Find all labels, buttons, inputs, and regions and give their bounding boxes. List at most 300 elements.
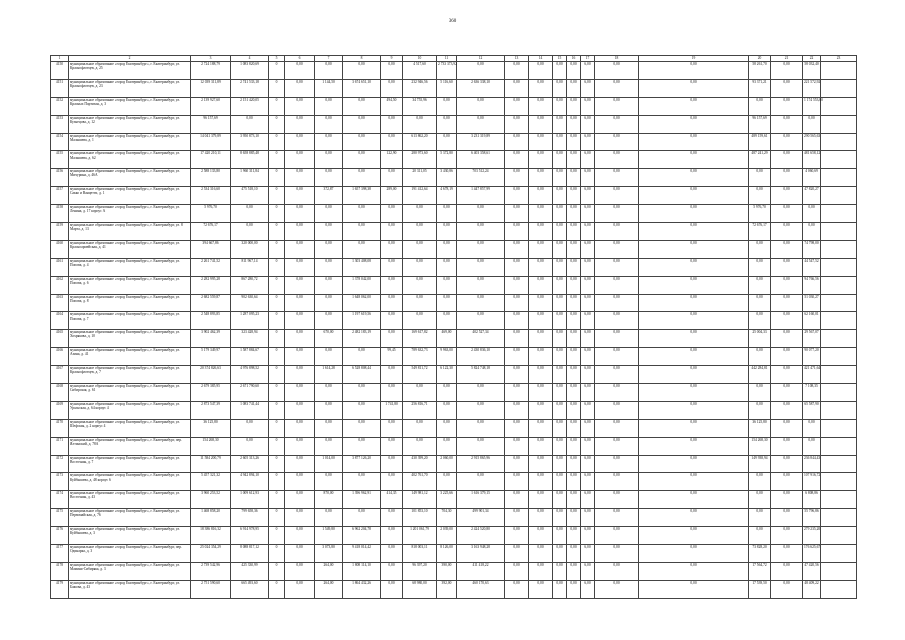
value-cell: 0,00	[595, 527, 639, 545]
value-cell: 44 547,52	[803, 258, 821, 276]
value-cell: 0,00	[381, 240, 403, 258]
value-cell: 6,00	[581, 79, 595, 97]
value-cell: 481 658,12	[803, 151, 821, 169]
value-cell: 1 960 311,84	[231, 169, 269, 187]
address-cell: муниципальное образование «город Екатеринбург», г. Екатеринбург, ул. Восточная, д. 7	[69, 455, 191, 473]
value-cell: 0,00	[403, 276, 437, 294]
value-cell: 2 636 338,10	[457, 79, 505, 97]
value-cell: 6,00	[581, 527, 595, 545]
table-row	[51, 491, 857, 509]
value-cell: 0,00	[771, 455, 803, 473]
value-cell: 0,00	[231, 223, 269, 241]
value-cell: 6,00	[581, 437, 595, 455]
empty-cell	[821, 223, 857, 241]
value-cell: 0,00	[381, 79, 403, 97]
value-cell: 0,00	[403, 384, 437, 402]
value-cell: 0,00	[553, 509, 567, 527]
value-cell: 0,00	[803, 205, 821, 223]
empty-cell	[821, 312, 857, 330]
value-cell: 6,00	[581, 133, 595, 151]
value-cell: 0,00	[231, 205, 269, 223]
value-cell: 221 572,92	[803, 79, 821, 97]
value-cell: 430 399,20	[403, 455, 437, 473]
value-cell: 0,00	[803, 115, 821, 133]
value-cell: 5 116,60	[437, 79, 457, 97]
value-cell: 3 225,66	[437, 491, 457, 509]
value-cell: 0,00	[437, 473, 457, 491]
table-row	[51, 437, 857, 455]
value-cell: 20 311,05	[403, 169, 437, 187]
value-cell: 0,00	[529, 62, 553, 80]
table-row	[51, 473, 857, 491]
value-cell: 0,00	[285, 258, 315, 276]
header-cell: 12	[457, 56, 505, 62]
table-row	[51, 62, 857, 80]
value-cell: 372,87	[315, 187, 343, 205]
value-cell: 8 088 817,12	[231, 545, 269, 563]
value-cell: 0,00	[343, 419, 381, 437]
value-cell: 0,00	[567, 294, 581, 312]
value-cell: 6,00	[581, 384, 595, 402]
table-row	[51, 276, 857, 294]
value-cell: 17 420 210,11	[191, 151, 231, 169]
value-cell: 0,00	[529, 419, 553, 437]
value-cell: 3 231 319,89	[457, 133, 505, 151]
value-cell: 0,00	[553, 294, 567, 312]
value-cell: 0,00	[381, 419, 403, 437]
value-cell: 1 083 741,44	[231, 401, 269, 419]
address-cell: муниципальное образование «город Екатеринбург», г. Екатеринбург, ул. Куйбышева, д. 3	[69, 527, 191, 545]
value-cell: 0,00	[315, 240, 343, 258]
value-cell: 73 828,20	[749, 545, 771, 563]
value-cell: 6,00	[581, 491, 595, 509]
address-cell: муниципальное образование «город Екатеринбург», г. Екатеринбург, ул. Попова, д. 4	[69, 258, 191, 276]
value-cell: 20 374 826,63	[191, 366, 231, 384]
value-cell: 811 967,14	[231, 258, 269, 276]
value-cell: 0,00	[749, 294, 771, 312]
value-cell: 1 287 095,23	[231, 312, 269, 330]
address-cell: муниципальное образование «город Екатеринбург», г. Екатеринбург, пер. Одинарка, д. 3	[69, 545, 191, 563]
value-cell: 2 139 927,60	[191, 97, 231, 115]
value-cell: 0,00	[567, 97, 581, 115]
value-cell: 0,00	[285, 133, 315, 151]
address-cell: муниципальное образование «город Екатеринбург», г. Екатеринбург, ул. Красных Партизан, д. 3	[69, 97, 191, 115]
value-cell: 1 741,80	[381, 401, 403, 419]
value-cell: 96 157,69	[749, 115, 771, 133]
header-cell: 16	[567, 56, 581, 62]
empty-cell	[821, 79, 857, 97]
value-cell: 6,00	[581, 187, 595, 205]
value-cell: 0,00	[595, 330, 639, 348]
value-cell: 3 877 126,20	[343, 455, 381, 473]
value-cell: 2 261 741,52	[191, 258, 231, 276]
value-cell: 0,00	[285, 223, 315, 241]
value-cell: 0,00	[803, 419, 821, 437]
value-cell: 0,00	[529, 79, 553, 97]
value-cell: 0,00	[771, 562, 803, 580]
value-cell: 0,00	[553, 545, 567, 563]
value-cell: 29 567,07	[803, 330, 821, 348]
header-cell: 21	[771, 56, 803, 62]
value-cell: 0,00	[285, 205, 315, 223]
header-cell: 11	[437, 56, 457, 62]
value-cell: 0,00	[315, 205, 343, 223]
row-number: 4157	[51, 187, 69, 205]
value-cell: 0,00	[505, 437, 529, 455]
value-cell: 0,00	[771, 527, 803, 545]
empty-cell	[821, 169, 857, 187]
value-cell: 0,00	[437, 437, 457, 455]
value-cell: 6,00	[581, 240, 595, 258]
value-cell: 0	[269, 366, 285, 384]
value-cell: 11 584 200,79	[191, 455, 231, 473]
table-row	[51, 133, 857, 151]
value-cell: 6 808,86	[803, 491, 821, 509]
page-number: 360	[448, 19, 457, 24]
value-cell: 0,00	[505, 312, 529, 330]
row-number: 4174	[51, 491, 69, 509]
value-cell: 0,00	[285, 473, 315, 491]
value-cell: 0,00	[595, 545, 639, 563]
empty-cell	[821, 419, 857, 437]
value-cell: 0,00	[553, 169, 567, 187]
value-cell: 36 125,80	[191, 419, 231, 437]
value-cell: 390,00	[437, 562, 457, 580]
value-cell: 0,00	[771, 348, 803, 366]
value-cell: 0,00	[567, 419, 581, 437]
row-number: 4162	[51, 276, 69, 294]
value-cell: 0,00	[553, 205, 567, 223]
value-cell: 58 032,40	[803, 62, 821, 80]
address-cell: муниципальное образование «город Екатеринбург», г. Екатеринбург, ул. Восточная, д. 43	[69, 491, 191, 509]
value-cell: 0,00	[749, 509, 771, 527]
value-cell: 0,00	[639, 133, 749, 151]
value-cell: 17 539,50	[749, 580, 771, 598]
value-cell: 0,00	[639, 62, 749, 80]
value-cell: 0,00	[505, 223, 529, 241]
value-cell: 6,00	[581, 294, 595, 312]
value-cell: 2 915 865,96	[457, 455, 505, 473]
value-cell: 0,00	[381, 276, 403, 294]
row-number: 4163	[51, 294, 69, 312]
value-cell: 0,00	[505, 187, 529, 205]
empty-cell	[821, 401, 857, 419]
empty-cell	[821, 276, 857, 294]
value-cell: 0,00	[771, 169, 803, 187]
value-cell: 2 873 547,39	[191, 401, 231, 419]
value-cell: 0,00	[553, 491, 567, 509]
value-cell: 0,00	[343, 115, 381, 133]
value-cell: 0,00	[553, 527, 567, 545]
address-cell: муниципальное образование «город Екатеринбург», г. Екатеринбург, ул. 8 Марта, д. 13	[69, 223, 191, 241]
value-cell: 1 648 062,00	[343, 294, 381, 312]
value-cell: 6 122,30	[437, 366, 457, 384]
value-cell: 0,00	[315, 97, 343, 115]
value-cell: 0,00	[343, 133, 381, 151]
value-cell: 402 527,34	[457, 330, 505, 348]
address-cell: муниципальное образование «город Екатеринбург», г. Екатеринбург, ул. Куйбышева, д. 48 корпус 6	[69, 473, 191, 491]
address-cell: муниципальное образование «город Екатеринбург», г. Екатеринбург, ул. Мичурина, д. 46А	[69, 169, 191, 187]
address-cell: муниципальное образование «город Екатеринбург», г. Екатеринбург, ул. Краснофлотцев, д. 7	[69, 366, 191, 384]
value-cell: 68 980,00	[403, 580, 437, 598]
value-cell: 0,00	[505, 580, 529, 598]
value-cell: 4 678,19	[437, 187, 457, 205]
value-cell: 0,00	[639, 294, 749, 312]
value-cell: 14 041 379,89	[191, 133, 231, 151]
table-row	[51, 401, 857, 419]
value-cell: 0,00	[749, 384, 771, 402]
value-cell: 65 587,90	[803, 401, 821, 419]
table-row	[51, 366, 857, 384]
value-cell: 0,00	[595, 384, 639, 402]
value-cell: 394 667,86	[191, 240, 231, 258]
value-cell: 411 418,22	[457, 562, 505, 580]
value-cell: 0,00	[343, 401, 381, 419]
value-cell: 0,00	[529, 580, 553, 598]
value-cell: 0,00	[567, 133, 581, 151]
row-number: 4175	[51, 509, 69, 527]
value-cell: 0,00	[529, 276, 553, 294]
row-number: 4177	[51, 545, 69, 563]
address-cell: муниципальное образование «город Екатеринбург», г. Екатеринбург, ул. Красноармейская, д. 41	[69, 240, 191, 258]
value-cell: 0,00	[639, 115, 749, 133]
value-cell: 0,00	[505, 473, 529, 491]
header-cell: 9	[381, 56, 403, 62]
value-cell: 154 268,30	[749, 437, 771, 455]
value-cell: 0,00	[505, 240, 529, 258]
table-row	[51, 348, 857, 366]
value-cell: 2 605 313,26	[231, 455, 269, 473]
empty-cell	[821, 366, 857, 384]
value-cell: 4 060,69	[803, 169, 821, 187]
value-cell: 0,00	[595, 258, 639, 276]
value-cell: 0,00	[771, 312, 803, 330]
value-cell: 0,00	[315, 348, 343, 366]
value-cell: 0,00	[457, 205, 505, 223]
value-cell: 2 682 559,87	[191, 294, 231, 312]
value-cell: 0	[269, 401, 285, 419]
value-cell: 402 761,70	[403, 473, 437, 491]
value-cell: 0	[269, 62, 285, 80]
value-cell: 0,00	[437, 419, 457, 437]
address-cell: муниципальное образование «город Екатеринбург», г. Екатеринбург, ул. Попова, д. 8	[69, 294, 191, 312]
value-cell: 2 430 836,10	[457, 348, 505, 366]
empty-cell	[821, 384, 857, 402]
value-cell: 0,00	[595, 223, 639, 241]
value-cell: 0,00	[639, 330, 749, 348]
empty-cell	[821, 330, 857, 348]
table-row	[51, 330, 857, 348]
value-cell: 0,00	[529, 151, 553, 169]
value-cell: 0,00	[595, 473, 639, 491]
table-row	[51, 79, 857, 97]
value-cell: 0,00	[749, 258, 771, 276]
value-cell: 0,00	[595, 151, 639, 169]
value-cell: 12 039 311,89	[191, 79, 231, 97]
value-cell: 0,00	[639, 562, 749, 580]
header-cell: 22	[803, 56, 821, 62]
empty-cell	[821, 133, 857, 151]
value-cell: 0,00	[231, 419, 269, 437]
value-cell: 0	[269, 509, 285, 527]
value-cell: 0,00	[381, 545, 403, 563]
header-cell: 13	[505, 56, 529, 62]
value-cell: 0,00	[595, 509, 639, 527]
row-number: 4171	[51, 437, 69, 455]
value-cell: 0,00	[749, 312, 771, 330]
value-cell: 6,00	[581, 205, 595, 223]
value-cell: 0,00	[457, 473, 505, 491]
header-cell: 15	[553, 56, 567, 62]
value-cell: 4 942 894,10	[231, 473, 269, 491]
value-cell: 58 261,70	[749, 62, 771, 80]
value-cell: 0,00	[437, 97, 457, 115]
value-cell: 0,00	[285, 401, 315, 419]
value-cell: 0,00	[529, 294, 553, 312]
table-row	[51, 294, 857, 312]
value-cell: 6,00	[581, 455, 595, 473]
value-cell: 48 409,22	[803, 580, 821, 598]
value-cell: 0,00	[285, 545, 315, 563]
value-cell: 0,00	[771, 205, 803, 223]
value-cell: 0,00	[343, 473, 381, 491]
value-cell: 0,00	[457, 294, 505, 312]
value-cell: 0,00	[381, 384, 403, 402]
value-cell: 5 976,70	[749, 205, 771, 223]
row-number: 4160	[51, 240, 69, 258]
value-cell: 2 588 133,80	[191, 169, 231, 187]
value-cell: 0,00	[285, 97, 315, 115]
value-cell: 72 676,17	[749, 223, 771, 241]
address-cell: муниципальное образование «город Екатеринбург», г. Екатеринбург, ул. Малышева, д. 1	[69, 133, 191, 151]
table-row	[51, 205, 857, 223]
value-cell: 0	[269, 527, 285, 545]
value-cell: 0,00	[771, 258, 803, 276]
value-cell: 0,00	[639, 312, 749, 330]
row-number: 4158	[51, 205, 69, 223]
empty-cell	[821, 187, 857, 205]
value-cell: 0,00	[529, 437, 553, 455]
row-number: 4168	[51, 384, 69, 402]
value-cell: 0,00	[381, 133, 403, 151]
value-cell: 0,00	[749, 473, 771, 491]
value-cell: 0,00	[595, 562, 639, 580]
table-row	[51, 223, 857, 241]
value-cell: 0,00	[403, 419, 437, 437]
value-cell: 494,50	[381, 97, 403, 115]
value-cell: 0,00	[505, 133, 529, 151]
value-cell: 421 471,64	[803, 366, 821, 384]
value-cell: 0,00	[749, 240, 771, 258]
value-cell: 0,00	[639, 545, 749, 563]
value-cell: 0,00	[343, 62, 381, 80]
value-cell: 0,00	[343, 205, 381, 223]
value-cell: 1 808 114,10	[343, 562, 381, 580]
value-cell: 90 077,20	[803, 348, 821, 366]
value-cell: 0,00	[595, 205, 639, 223]
value-cell: 0,00	[567, 187, 581, 205]
row-number: 4152	[51, 97, 69, 115]
row-number: 4170	[51, 419, 69, 437]
value-cell: 0,00	[595, 348, 639, 366]
value-cell: 0,00	[639, 97, 749, 115]
value-cell: 0,00	[381, 562, 403, 580]
value-cell: 0,00	[529, 133, 553, 151]
value-cell: 36 125,80	[749, 419, 771, 437]
table-row	[51, 258, 857, 276]
value-cell: 0	[269, 580, 285, 598]
value-cell: 0	[269, 115, 285, 133]
value-cell: 264,00	[315, 562, 343, 580]
value-cell: 0,00	[437, 205, 457, 223]
value-cell: 0,00	[437, 276, 457, 294]
value-cell: 279 235,20	[803, 527, 821, 545]
value-cell: 0,00	[529, 187, 553, 205]
value-cell: 0,00	[381, 509, 403, 527]
value-cell: 0,00	[529, 240, 553, 258]
value-cell: 0,00	[529, 312, 553, 330]
row-number: 4167	[51, 366, 69, 384]
value-cell: 0,00	[553, 348, 567, 366]
value-cell: 6,00	[581, 330, 595, 348]
value-cell: 0,00	[553, 401, 567, 419]
table-row	[51, 455, 857, 473]
value-cell: 0,00	[529, 401, 553, 419]
empty-cell	[821, 205, 857, 223]
value-cell: 0,00	[639, 240, 749, 258]
row-number: 4178	[51, 562, 69, 580]
address-cell: муниципальное образование «город Екатеринбург», г. Екатеринбург, ул. Мамина-Сибиряка, д. 3	[69, 562, 191, 580]
value-cell: 0,00	[567, 491, 581, 509]
value-cell: 6,00	[581, 545, 595, 563]
value-cell: 0,00	[749, 348, 771, 366]
value-cell: 0,00	[595, 294, 639, 312]
value-cell: 0,00	[505, 115, 529, 133]
value-cell: 1 009 612,93	[231, 491, 269, 509]
value-cell: 0,00	[505, 455, 529, 473]
table-row	[51, 115, 857, 133]
value-cell: 3 163 948,28	[457, 545, 505, 563]
value-cell: 0,00	[457, 437, 505, 455]
value-cell: 0,00	[771, 366, 803, 384]
table-row	[51, 562, 857, 580]
value-cell: 0,00	[529, 258, 553, 276]
value-cell: 475 518,10	[231, 187, 269, 205]
row-number: 4164	[51, 312, 69, 330]
value-cell: 6 914 978,95	[231, 527, 269, 545]
header-cell: 19	[639, 56, 749, 62]
value-cell: 0,00	[343, 384, 381, 402]
value-cell: 0,00	[315, 401, 343, 419]
value-cell: 2 424 520,80	[457, 527, 505, 545]
value-cell: 0,00	[529, 205, 553, 223]
value-cell: 5 372,80	[437, 151, 457, 169]
value-cell: 703 512,24	[457, 169, 505, 187]
header-cell: 2	[69, 56, 191, 62]
value-cell: 0,00	[285, 115, 315, 133]
value-cell: 0,00	[505, 562, 529, 580]
value-cell: 414,35	[381, 491, 403, 509]
value-cell: 0,00	[285, 437, 315, 455]
value-cell: 1 083 820,69	[231, 62, 269, 80]
value-cell: 154 268,30	[191, 437, 231, 455]
value-cell: 0,00	[343, 348, 381, 366]
value-cell: 0,00	[457, 419, 505, 437]
empty-cell	[821, 562, 857, 580]
value-cell: 4 517,60	[403, 62, 437, 80]
value-cell: 0	[269, 312, 285, 330]
value-cell: 1 014,00	[315, 455, 343, 473]
